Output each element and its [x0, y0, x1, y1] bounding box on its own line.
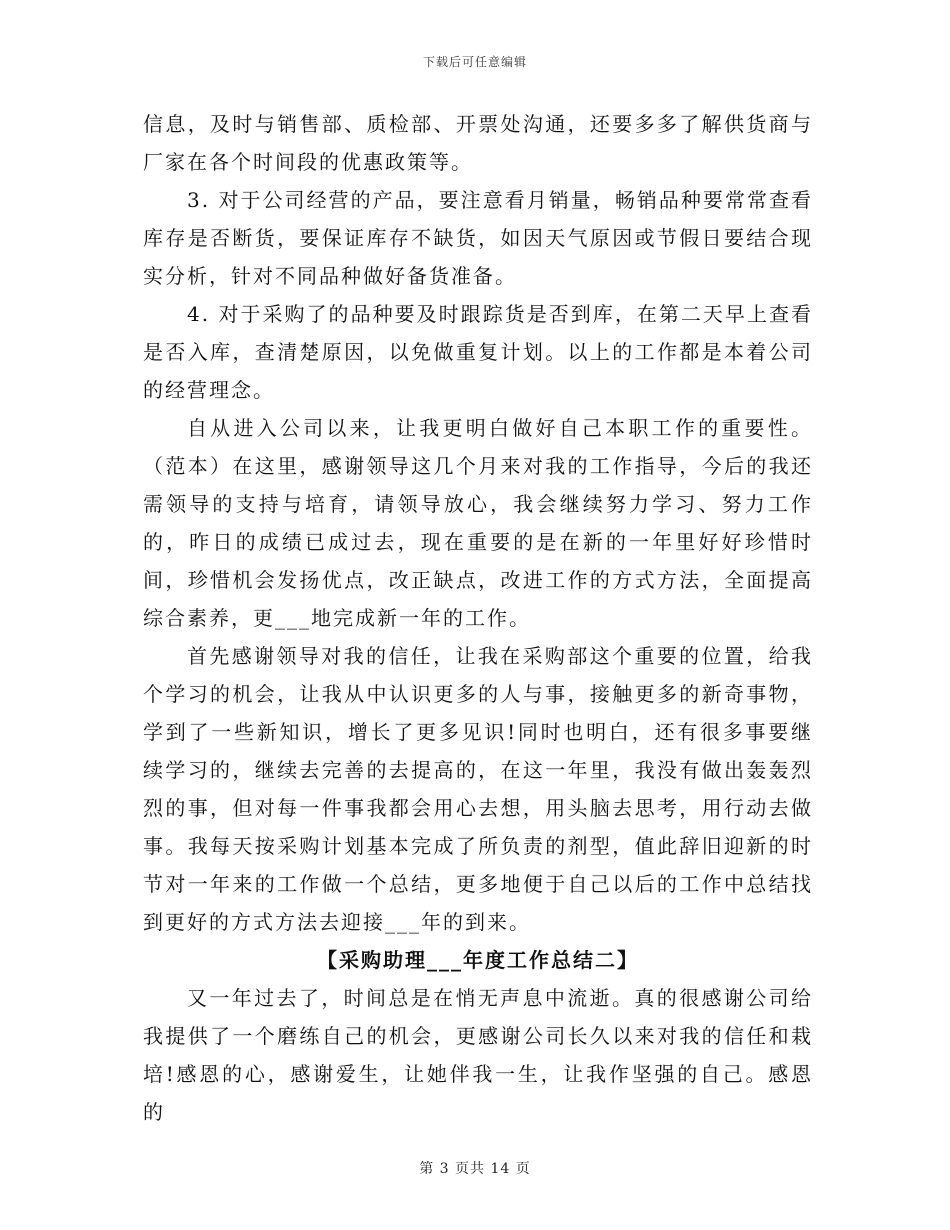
body-paragraph-item-3: 3. 对于公司经营的产品，要注意看月销量，畅销品种要常常查看库存是否断货，要保证库存不缺货，如因天气原因或节假日要结合现实分析，针对不同品种做好备货准备。 — [143, 188, 813, 288]
body-paragraph-thanks: 首先感谢领导对我的信任，让我在采购部这个重要的位置，给我个学习的机会，让我从中认识更多的人与事，接触更多的新奇事物，学到了一些新知识，增长了更多见识!同时也明白，还有很多事要继续学习的，继续去完善的去提高的，在这一年里，我没有做出轰轰烈烈的事，但对每一件事我都会用心去想，用头脑去思考，用行动去做事。我每天按采购计划基本完成了所负责的剂型，值此辞旧迎新的时节对一年来的工作做一个总结，更多地便于自己以后的工作中总结找到更好的方式方法去迎接___年的到来。 — [143, 644, 813, 934]
body-paragraph-gratitude: 自从进入公司以来，让我更明白做好自己本职工作的重要性。（范本）在这里，感谢领导这几个月来对我的工作指导，今后的我还需领导的支持与培育，请领导放心，我会继续努力学习、努力工作的，昨日的成绩已成过去，现在重要的是在新的一年里好好珍惜时间，珍惜机会发扬优点，改正缺点，改进工作的方式方法，全面提高综合素养，更___地完成新一年的工作。 — [143, 416, 813, 630]
page-number: 第 3 页共 14 页 — [419, 1161, 531, 1177]
section-heading: 【采购助理___年度工作总结二】 — [317, 948, 639, 972]
page-header: 下载后可任意编辑 — [422, 55, 527, 69]
body-paragraph-continued: 信息，及时与销售部、质检部、开票处沟通，还要多多了解供货商与厂家在各个时间段的优惠政策等。 — [143, 112, 813, 174]
body-paragraph-item-4: 4. 对于采购了的品种要及时跟踪货是否到库，在第二天早上查看是否入库，查清楚原因，以免做重复计划。以上的工作都是本着公司的经营理念。 — [143, 302, 813, 402]
document-body — [143, 105, 813, 1131]
section-paragraph: 又一年过去了，时间总是在悄无声息中流逝。真的很感谢公司给我提供了一个磨练自己的机会，更感谢公司长久以来对我的信任和栽培!感恩的心，感谢爱生，让她伴我一生，让我作坚强的自己。感恩的 — [143, 986, 813, 1124]
